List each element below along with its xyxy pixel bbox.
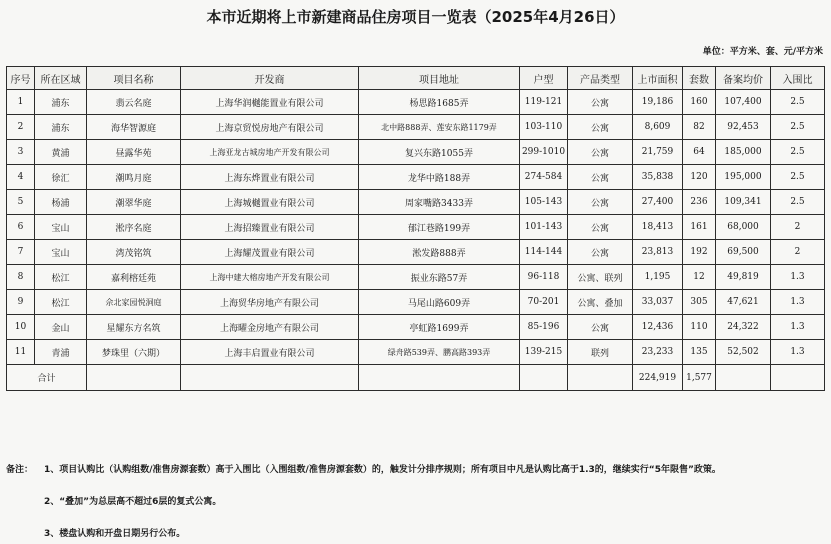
cell-area: 33,037 <box>633 290 683 315</box>
col-header-address: 项目地址 <box>359 67 520 90</box>
table-header-row <box>7 67 825 90</box>
cell-district: 松江 <box>35 265 87 290</box>
cell-ratio: 1.3 <box>771 265 825 290</box>
total-row <box>7 365 825 391</box>
total-units: 1,577 <box>683 365 716 391</box>
cell-type: 公寓、联列 <box>568 265 633 290</box>
cell-developer: 上海贸华房地产有限公司 <box>181 290 359 315</box>
col-header-name: 项目名称 <box>87 67 181 90</box>
cell-name: 潮翠华庭 <box>87 190 181 215</box>
total-empty-cell <box>359 365 520 391</box>
cell-district: 徐汇 <box>35 165 87 190</box>
total-empty-cell <box>87 365 181 391</box>
cell-price: 47,621 <box>716 290 771 315</box>
cell-units: 135 <box>683 340 716 365</box>
cell-developer: 上海京贸悦房地产有限公司 <box>181 115 359 140</box>
cell-district: 浦东 <box>35 115 87 140</box>
total-empty-cell <box>520 365 568 391</box>
cell-units: 82 <box>683 115 716 140</box>
cell-area: 19,186 <box>633 90 683 115</box>
cell-units: 160 <box>683 90 716 115</box>
col-header-no: 序号 <box>7 67 35 90</box>
unit-note: 单位：平方米、套、元/平方米 <box>702 47 823 57</box>
cell-district: 浦东 <box>35 90 87 115</box>
cell-developer: 上海中建大榕房地产开发有限公司 <box>181 265 359 290</box>
cell-name: 昼露华苑 <box>87 140 181 165</box>
cell-unit-range: 70-201 <box>520 290 568 315</box>
cell-address: 龙华中路188弄 <box>359 165 520 190</box>
cell-type: 联列 <box>568 340 633 365</box>
cell-ratio: 1.3 <box>771 290 825 315</box>
cell-price: 185,000 <box>716 140 771 165</box>
total-label: 合计 <box>7 365 87 391</box>
cell-price: 24,322 <box>716 315 771 340</box>
cell-no: 10 <box>7 315 35 340</box>
cell-no: 5 <box>7 190 35 215</box>
cell-name: 湾茂铭筑 <box>87 240 181 265</box>
cell-unit-range: 101-143 <box>520 215 568 240</box>
cell-area: 35,838 <box>633 165 683 190</box>
cell-no: 7 <box>7 240 35 265</box>
total-empty-cell <box>181 365 359 391</box>
cell-units: 192 <box>683 240 716 265</box>
cell-type: 公寓 <box>568 115 633 140</box>
col-header-developer: 开发商 <box>181 67 359 90</box>
cell-price: 109,341 <box>716 190 771 215</box>
cell-name: 翡云名庭 <box>87 90 181 115</box>
cell-unit-range: 299-1010 <box>520 140 568 165</box>
cell-type: 公寓、叠加 <box>568 290 633 315</box>
cell-area: 21,759 <box>633 140 683 165</box>
cell-units: 305 <box>683 290 716 315</box>
cell-developer: 上海华润樾能置业有限公司 <box>181 90 359 115</box>
table-row <box>7 315 825 340</box>
cell-area: 12,436 <box>633 315 683 340</box>
cell-name: 梦珠里（六期） <box>87 340 181 365</box>
total-empty-cell <box>771 365 825 391</box>
cell-no: 1 <box>7 90 35 115</box>
cell-name: 嘉利榕廷苑 <box>87 265 181 290</box>
cell-ratio: 2.5 <box>771 190 825 215</box>
col-header-area: 上市面积 <box>633 67 683 90</box>
cell-units: 110 <box>683 315 716 340</box>
cell-no: 11 <box>7 340 35 365</box>
note-item-2: 2、“叠加”为总层高不超过6层的复式公寓。 <box>44 497 222 507</box>
cell-units: 64 <box>683 140 716 165</box>
total-empty-cell <box>568 365 633 391</box>
cell-district: 黄浦 <box>35 140 87 165</box>
table-row <box>7 340 825 365</box>
table-row <box>7 165 825 190</box>
cell-ratio: 1.3 <box>771 315 825 340</box>
table-row <box>7 90 825 115</box>
col-header-district: 所在区域 <box>35 67 87 90</box>
cell-type: 公寓 <box>568 240 633 265</box>
cell-price: 107,400 <box>716 90 771 115</box>
cell-unit-range: 85-196 <box>520 315 568 340</box>
cell-name: 星耀东方名筑 <box>87 315 181 340</box>
cell-ratio: 2.5 <box>771 90 825 115</box>
cell-units: 120 <box>683 165 716 190</box>
cell-no: 8 <box>7 265 35 290</box>
page-title: 本市近期将上市新建商品住房项目一览表（2025年4月26日） <box>206 8 625 26</box>
cell-name: 佘北家园悦洞庭 <box>87 290 181 315</box>
table-row <box>7 190 825 215</box>
col-header-price: 备案均价 <box>716 67 771 90</box>
cell-address: 绿舟路539弄、鹏高路393弄 <box>359 340 520 365</box>
cell-price: 92,453 <box>716 115 771 140</box>
cell-address: 淞发路888弄 <box>359 240 520 265</box>
cell-developer: 上海亚龙古城房地产开发有限公司 <box>181 140 359 165</box>
cell-type: 公寓 <box>568 190 633 215</box>
cell-unit-range: 114-144 <box>520 240 568 265</box>
cell-ratio: 2.5 <box>771 165 825 190</box>
col-header-ratio: 入围比 <box>771 67 825 90</box>
cell-name: 淞序名庭 <box>87 215 181 240</box>
cell-price: 52,502 <box>716 340 771 365</box>
cell-area: 23,813 <box>633 240 683 265</box>
cell-address: 复兴东路1055弄 <box>359 140 520 165</box>
cell-unit-range: 274-584 <box>520 165 568 190</box>
total-empty-cell <box>716 365 771 391</box>
projects-table <box>6 66 825 391</box>
cell-type: 公寓 <box>568 215 633 240</box>
cell-area: 18,413 <box>633 215 683 240</box>
cell-no: 9 <box>7 290 35 315</box>
cell-ratio: 2 <box>771 240 825 265</box>
cell-price: 49,819 <box>716 265 771 290</box>
cell-ratio: 1.3 <box>771 340 825 365</box>
table-row <box>7 115 825 140</box>
cell-no: 2 <box>7 115 35 140</box>
table-row <box>7 265 825 290</box>
total-area: 224,919 <box>633 365 683 391</box>
cell-price: 195,000 <box>716 165 771 190</box>
cell-price: 68,000 <box>716 215 771 240</box>
cell-area: 8,609 <box>633 115 683 140</box>
note-item-3: 3、楼盘认购和开盘日期另行公布。 <box>44 529 186 539</box>
cell-address: 振业东路57弄 <box>359 265 520 290</box>
cell-ratio: 2.5 <box>771 115 825 140</box>
cell-district: 杨浦 <box>35 190 87 215</box>
cell-no: 3 <box>7 140 35 165</box>
cell-unit-range: 119-121 <box>520 90 568 115</box>
cell-units: 236 <box>683 190 716 215</box>
table-row <box>7 215 825 240</box>
table-row <box>7 140 825 165</box>
cell-developer: 上海东烨置业有限公司 <box>181 165 359 190</box>
cell-unit-range: 96-118 <box>520 265 568 290</box>
cell-no: 6 <box>7 215 35 240</box>
cell-no: 4 <box>7 165 35 190</box>
cell-developer: 上海招臻置业有限公司 <box>181 215 359 240</box>
cell-area: 1,195 <box>633 265 683 290</box>
cell-price: 69,500 <box>716 240 771 265</box>
cell-units: 161 <box>683 215 716 240</box>
cell-developer: 上海耀茂置业有限公司 <box>181 240 359 265</box>
notes-label: 备注： <box>6 465 34 475</box>
cell-address: 马尾山路609弄 <box>359 290 520 315</box>
cell-district: 宝山 <box>35 215 87 240</box>
cell-developer: 上海城樾置业有限公司 <box>181 190 359 215</box>
cell-ratio: 2 <box>771 215 825 240</box>
col-header-units: 套数 <box>683 67 716 90</box>
col-header-unit-range: 户型 <box>520 67 568 90</box>
cell-address: 杨思路1685弄 <box>359 90 520 115</box>
cell-ratio: 2.5 <box>771 140 825 165</box>
cell-district: 青浦 <box>35 340 87 365</box>
cell-type: 公寓 <box>568 90 633 115</box>
cell-address: 郁江巷路199弄 <box>359 215 520 240</box>
cell-area: 27,400 <box>633 190 683 215</box>
cell-unit-range: 139-215 <box>520 340 568 365</box>
cell-district: 宝山 <box>35 240 87 265</box>
cell-type: 公寓 <box>568 165 633 190</box>
cell-name: 海华智源庭 <box>87 115 181 140</box>
cell-developer: 上海丰启置业有限公司 <box>181 340 359 365</box>
cell-unit-range: 103-110 <box>520 115 568 140</box>
cell-area: 23,233 <box>633 340 683 365</box>
cell-district: 金山 <box>35 315 87 340</box>
cell-address: 亭虹路1699弄 <box>359 315 520 340</box>
cell-units: 12 <box>683 265 716 290</box>
table-row <box>7 240 825 265</box>
cell-address: 北中路888弄、莲安东路1179弄 <box>359 115 520 140</box>
cell-district: 松江 <box>35 290 87 315</box>
cell-type: 公寓 <box>568 140 633 165</box>
note-item-1: 1、项目认购比（认购组数/准售房源套数）高于入围比（入围组数/准售房源套数）的，触发计分排序规则；所有项目中凡是认购比高于1.3的，继续实行“5年限售”政策。 <box>44 465 721 475</box>
cell-developer: 上海曜金房地产有限公司 <box>181 315 359 340</box>
table-row <box>7 290 825 315</box>
cell-name: 潮鸣月庭 <box>87 165 181 190</box>
cell-address: 周家嘴路3433弄 <box>359 190 520 215</box>
cell-type: 公寓 <box>568 315 633 340</box>
cell-unit-range: 105-143 <box>520 190 568 215</box>
col-header-type: 产品类型 <box>568 67 633 90</box>
